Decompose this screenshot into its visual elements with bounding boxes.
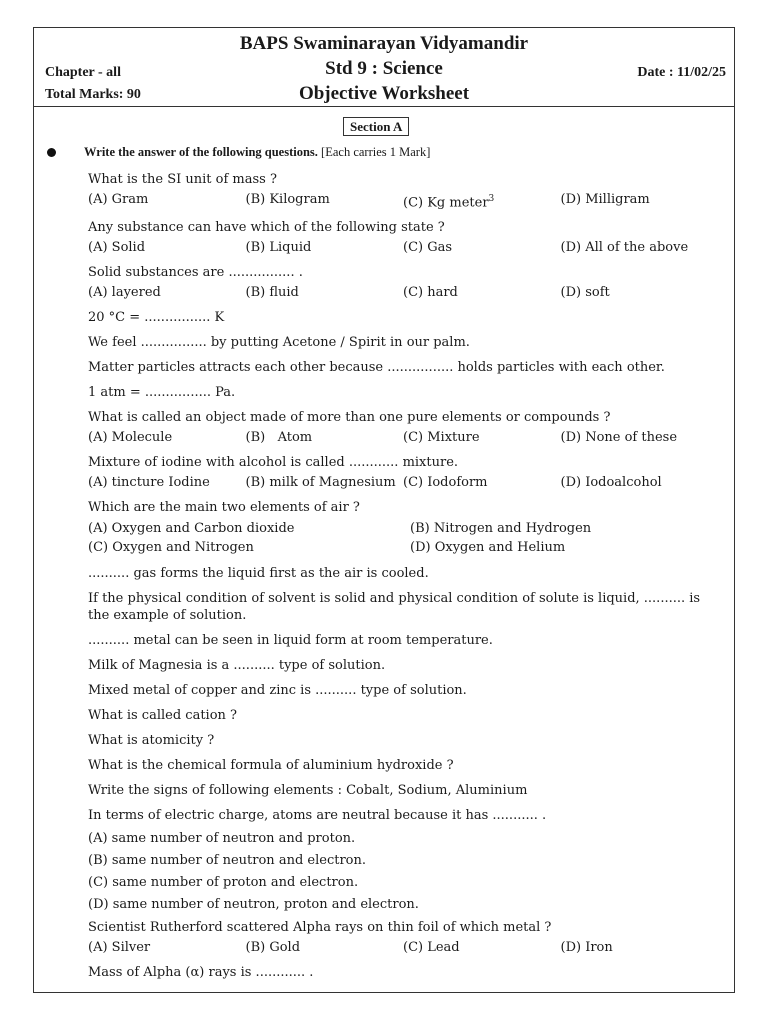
question-1: What is the SI unit of mass ? [88,172,277,187]
option: (B) Gold [245,940,301,956]
option: (A) same number of neutron and proton. [88,831,356,847]
question-12: If the physical condition of solvent is solid and physical condition of solute is liquid, .......... is the example of solution. [88,591,701,624]
option: (D) All of the above [560,240,689,256]
instruction-bold: Write the answer of the following questions. [84,145,318,159]
question-16: What is called cation ? [88,708,238,724]
option: (B) same number of neutron and electron. [88,853,366,869]
option: (C) Lead [403,940,460,956]
options-8 [88,429,718,446]
option: (A) tincture Iodine [88,475,210,491]
option: (D) None of these [560,430,678,446]
option: (A) Solid [88,240,146,256]
question-2: Any substance can have which of the following state ? [88,220,445,236]
question-3: Solid substances are ................ . [88,265,303,281]
options-9 [88,474,718,491]
question-list [88,171,718,989]
question-8: What is called an object made of more than one pure elements or compounds ? [88,410,611,426]
option: (C) Mixture [403,430,480,446]
total-marks: Total Marks: 90 [45,87,141,102]
section-heading: Section A [343,117,409,136]
bullet-icon [47,148,56,157]
question-18: What is the chemical formula of aluminium hydroxide ? [88,758,454,774]
option-text: (C) Kg meter [403,195,489,211]
option: (C) Gas [403,240,453,256]
chapter-label: Chapter - all [45,65,121,80]
options-10 [88,519,718,557]
question-11: .......... gas forms the liquid first as the air is cooled. [88,566,429,582]
option: (D) Milligram [560,192,650,207]
question-14: Milk of Magnesia is a .......... type of solution. [88,658,386,674]
date-label: Date : 11/02/25 [637,65,726,80]
option: (A) Silver [88,940,151,956]
option: (C) same number of proton and electron. [88,875,359,891]
option: (D) Iron [560,940,613,956]
options-1 [88,191,718,211]
option: (A) Oxygen and Carbon dioxide [88,521,295,537]
option: (C) Iodoform [403,475,488,491]
option: (A) layered [88,285,161,301]
question-10: Which are the main two elements of air ? [88,500,360,516]
question-20: In terms of electric charge, atoms are neutral because it has ........... . [88,808,547,824]
question-4: 20 °C = ................ K [88,310,225,326]
superscript: 3 [488,194,495,204]
options-21 [88,939,718,956]
option: (B) fluid [245,285,299,301]
school-name: BAPS Swaminarayan Vidyamandir [239,33,529,54]
question-9: Mixture of iodine with alcohol is called ............ mixture. [88,455,459,471]
option: (A) Molecule [88,430,173,446]
options-3 [88,284,718,301]
question-13: .......... metal can be seen in liquid form at room temperature. [88,633,493,649]
option: (A) Gram [88,192,149,207]
question-22: Mass of Alpha (α) rays is ............ . [88,965,314,981]
option: (B) Liquid [245,240,312,256]
option [403,191,561,211]
question-5: We feel ................ by putting Acetone / Spirit in our palm. [88,335,470,351]
header-divider [33,106,735,107]
option: (C) hard [403,285,458,301]
options-2 [88,239,718,256]
worksheet-title: Objective Worksheet [298,83,470,104]
question-19: Write the signs of following elements : Cobalt, Sodium, Aluminium [88,783,528,799]
option: (D) Iodoalcohol [560,475,662,491]
option: (D) soft [560,285,610,301]
standard-subject: Std 9 : Science [325,58,443,79]
option: (B) Atom [245,430,313,446]
option: (D) same number of neutron, proton and electron. [88,897,419,913]
instruction-note: [Each carries 1 Mark] [321,145,431,159]
option: (C) Oxygen and Nitrogen [88,540,254,556]
option: (B) milk of Magnesium [245,475,396,491]
question-21: Scientist Rutherford scattered Alpha rays on thin foil of which metal ? [88,920,552,936]
instruction [84,145,430,160]
option: (B) Kilogram [245,192,330,207]
question-15: Mixed metal of copper and zinc is .......... type of solution. [88,683,467,699]
option: (B) Nitrogen and Hydrogen [410,521,592,537]
question-17: What is atomicity ? [88,733,215,749]
question-6: Matter particles attracts each other because ................ holds particles with each other. [88,360,665,376]
option: (D) Oxygen and Helium [410,540,566,556]
question-7: 1 atm = ................ Pa. [88,385,236,401]
